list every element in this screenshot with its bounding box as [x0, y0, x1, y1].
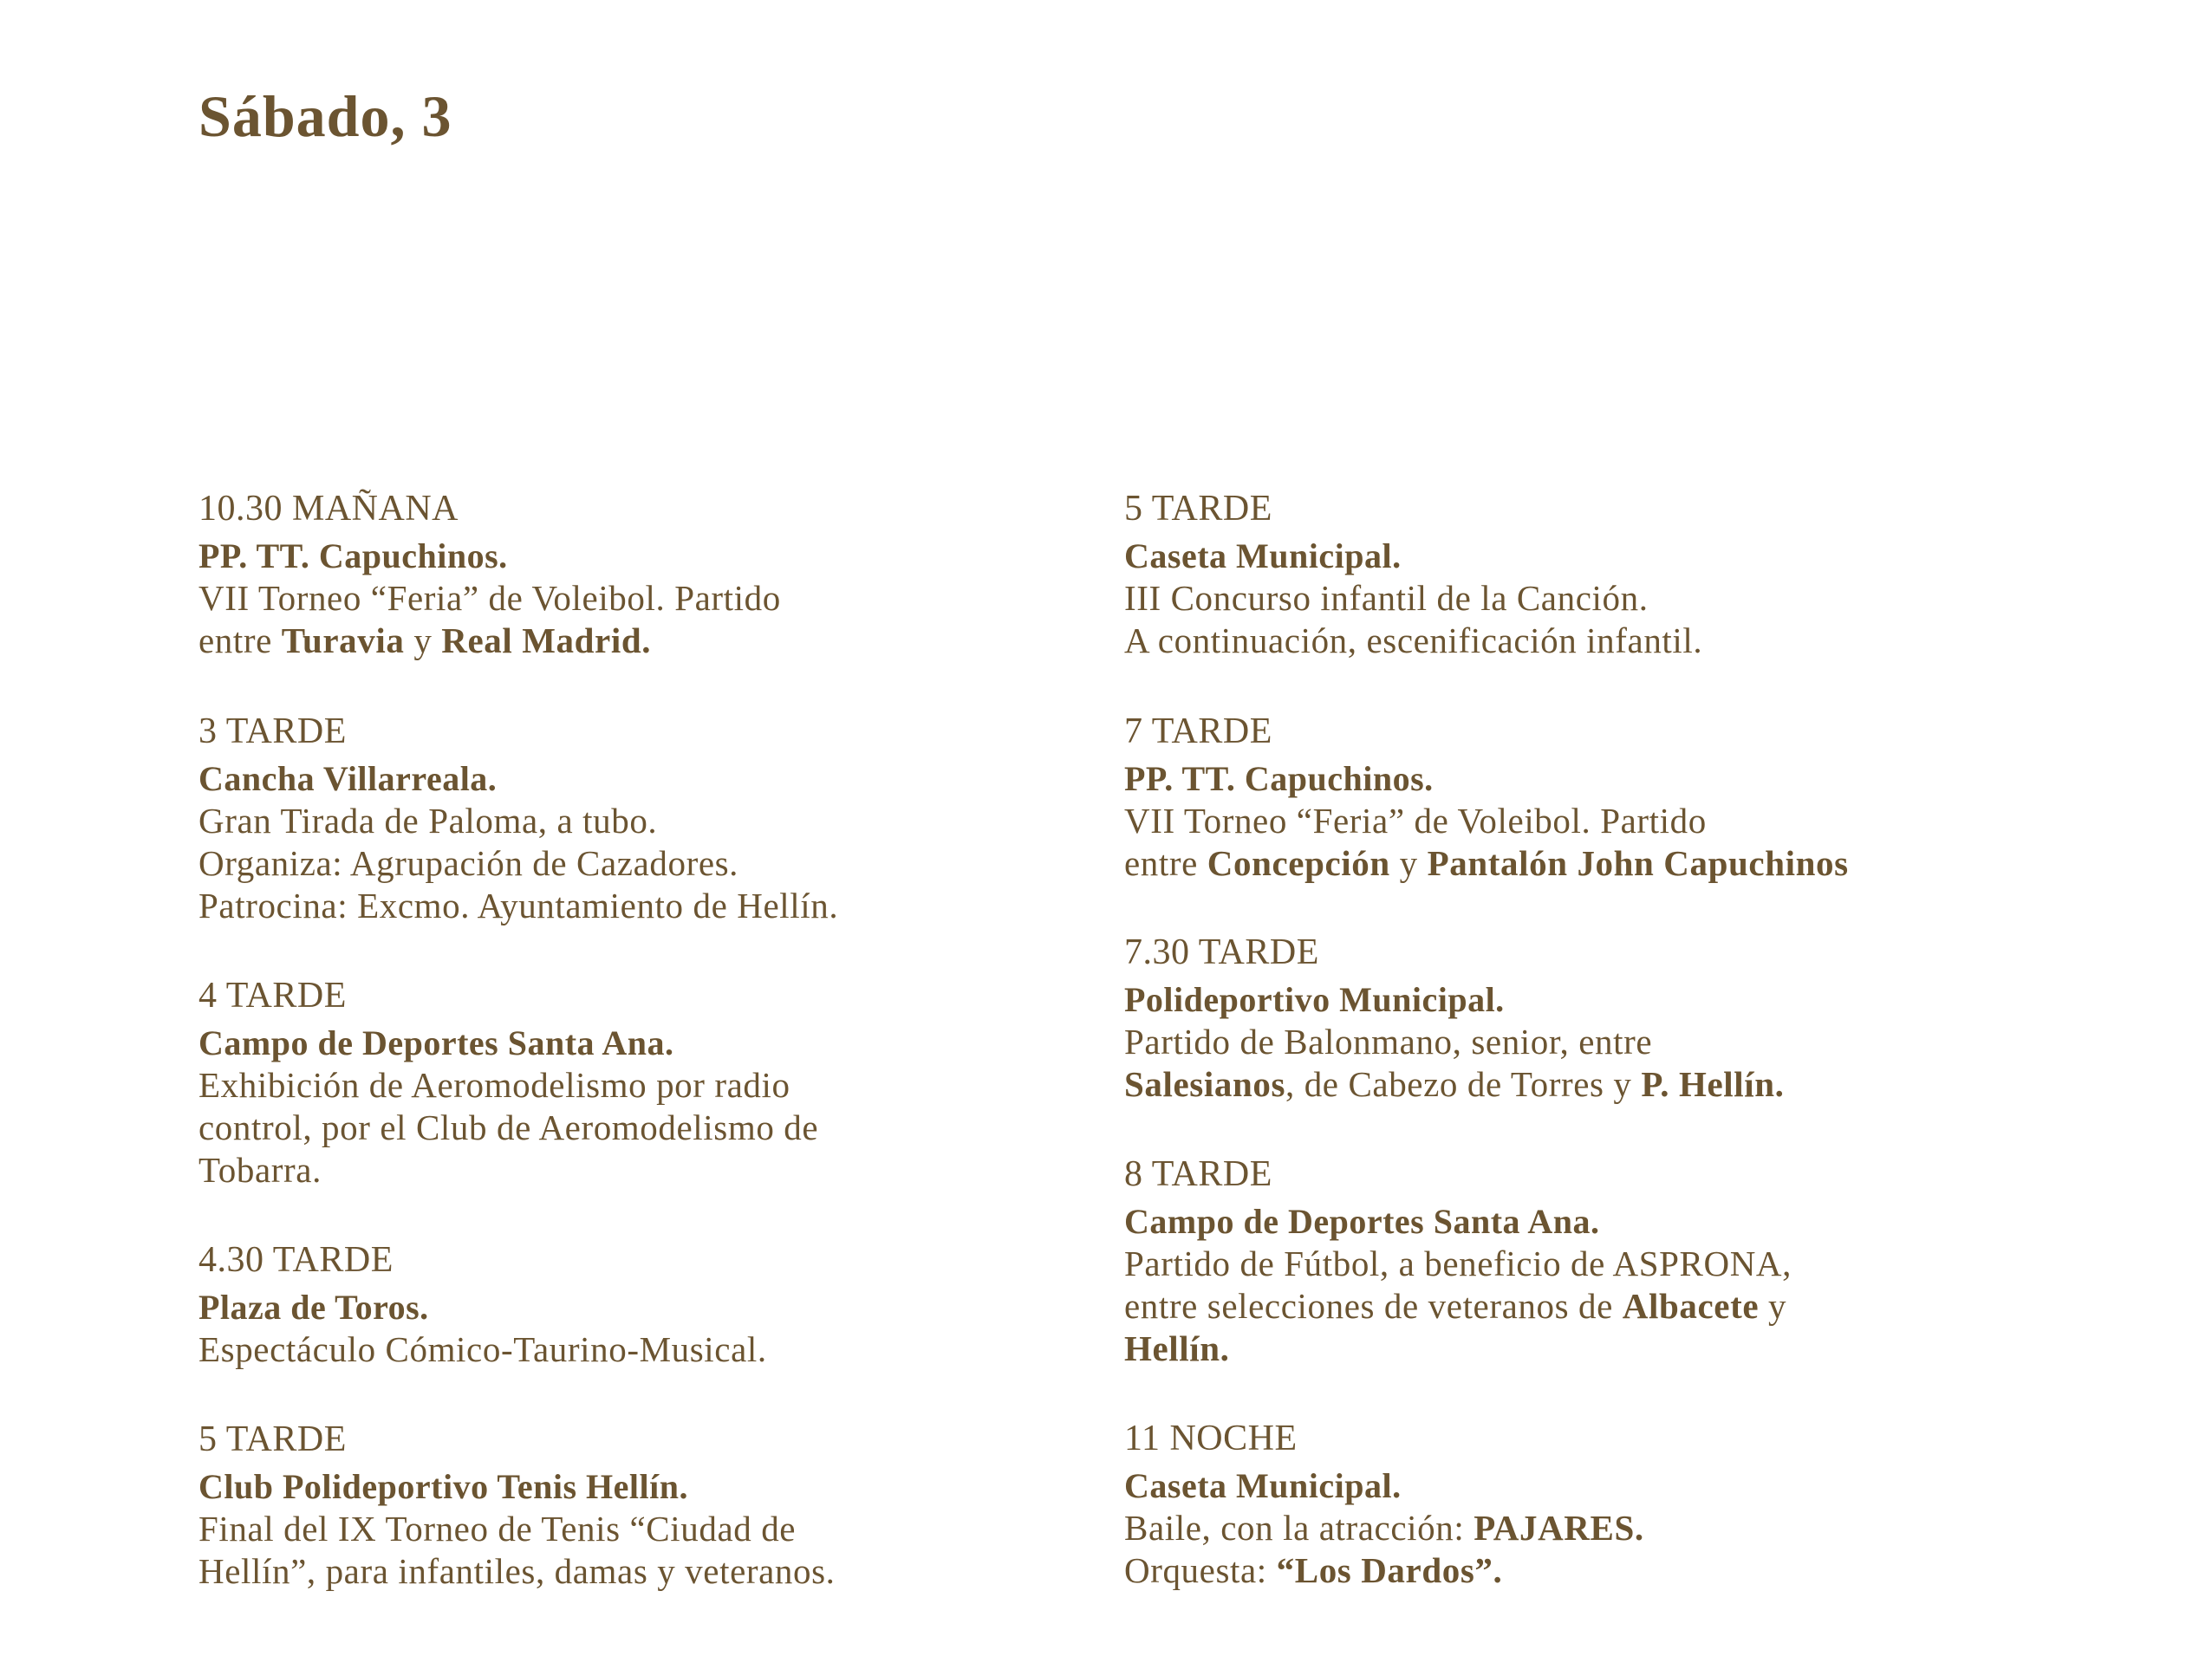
- page-title: Sábado, 3: [198, 83, 452, 149]
- event-description-line: [198, 1149, 1065, 1192]
- event-text: Gran Tirada de Paloma, a tubo.: [198, 801, 658, 841]
- event-text: y: [1389, 843, 1428, 883]
- event-text: Espectáculo Cómico-Taurino-Musical.: [198, 1329, 767, 1369]
- event-text: VII Torneo “Feria” de Voleibol. Partido: [1124, 801, 1707, 841]
- event-text: Hellín”, para infantiles, damas y veteranos.: [198, 1551, 836, 1591]
- event-text: Exhibición de Aeromodelismo por radio: [198, 1065, 790, 1105]
- event-description-line: [198, 800, 1065, 842]
- event-text: Orquesta:: [1124, 1550, 1277, 1590]
- event-text: y: [404, 620, 442, 660]
- schedule-event: [1124, 487, 1991, 662]
- event-description-line: [1124, 1507, 1991, 1549]
- event-venue: Campo de Deportes Santa Ana.: [198, 1023, 674, 1062]
- event-description-line: [198, 1107, 1065, 1149]
- event-highlight: Albacete: [1622, 1286, 1760, 1326]
- event-description-line: [198, 1328, 1065, 1371]
- event-description-line: [1124, 1021, 1991, 1063]
- event-description-line: [1124, 1063, 1991, 1106]
- event-description-line: [198, 1064, 1065, 1107]
- event-text: Final del IX Torneo de Tenis “Ciudad de: [198, 1509, 797, 1549]
- schedule-event: [198, 1418, 1065, 1593]
- event-description-line: [1124, 842, 1991, 885]
- event-venue: Cancha Villarreala.: [198, 759, 498, 798]
- schedule-event: [1124, 710, 1991, 885]
- event-description-line: [1124, 1328, 1991, 1370]
- event-time: 11 NOCHE: [1124, 1419, 1298, 1458]
- event-text: VII Torneo “Feria” de Voleibol. Partido: [198, 578, 781, 618]
- schedule-event: [1124, 1153, 1991, 1370]
- event-text: entre: [198, 620, 282, 660]
- event-highlight: P. Hellín.: [1641, 1064, 1785, 1104]
- event-text: , de Cabezo de Torres y: [1285, 1064, 1642, 1104]
- event-description-line: [198, 577, 1065, 620]
- event-text: III Concurso infantil de la Canción.: [1124, 578, 1649, 618]
- event-highlight: Concepción: [1207, 843, 1390, 883]
- event-text: Baile, con la atracción:: [1124, 1508, 1474, 1548]
- event-text: Partido de Balonmano, senior, entre: [1124, 1022, 1653, 1062]
- event-venue: Polideportivo Municipal.: [1124, 980, 1505, 1019]
- event-venue: PP. TT. Capuchinos.: [1124, 759, 1434, 798]
- event-highlight: PAJARES.: [1474, 1508, 1644, 1548]
- event-description-line: [198, 885, 1065, 927]
- event-time: 4 TARDE: [198, 976, 347, 1016]
- event-highlight: Hellín.: [1124, 1328, 1230, 1368]
- event-text: entre: [1124, 843, 1207, 883]
- event-text: Partido de Fútbol, a beneficio de ASPRONA,: [1124, 1244, 1792, 1283]
- event-time: 4.30 TARDE: [198, 1240, 394, 1280]
- schedule-event: [198, 710, 1065, 927]
- event-description-line: [198, 1508, 1065, 1550]
- event-time: 5 TARDE: [1124, 489, 1272, 529]
- event-highlight: Real Madrid.: [441, 620, 652, 660]
- schedule-event: [198, 487, 1065, 662]
- event-text: A continuación, escenificación infantil.: [1124, 620, 1703, 660]
- event-description-line: [1124, 1243, 1991, 1285]
- event-venue: Campo de Deportes Santa Ana.: [1124, 1202, 1600, 1241]
- event-description-line: [1124, 1285, 1991, 1328]
- event-highlight: “Los Dardos”.: [1276, 1550, 1503, 1590]
- event-time: 5 TARDE: [198, 1419, 347, 1459]
- event-description-line: [1124, 620, 1991, 662]
- event-description-line: [198, 620, 1065, 662]
- event-text: control, por el Club de Aeromodelismo de: [198, 1107, 819, 1147]
- event-highlight: Salesianos: [1124, 1064, 1285, 1104]
- schedule-event: [198, 1238, 1065, 1371]
- event-venue: Plaza de Toros.: [198, 1288, 429, 1327]
- schedule-event: [1124, 1417, 1991, 1592]
- event-time: 8 TARDE: [1124, 1154, 1272, 1194]
- event-time: 7.30 TARDE: [1124, 932, 1319, 972]
- event-highlight: Turavia: [281, 620, 405, 660]
- event-description-line: [1124, 1549, 1991, 1592]
- event-text: Tobarra.: [198, 1150, 322, 1190]
- event-time: 10.30 MAÑANA: [198, 489, 459, 529]
- event-text: Organiza: Agrupación de Cazadores.: [198, 843, 739, 883]
- event-highlight: Pantalón John Capuchinos: [1427, 843, 1849, 883]
- event-text: Patrocina: Excmo. Ayuntamiento de Hellín.: [198, 886, 839, 925]
- event-description-line: [1124, 577, 1991, 620]
- event-venue: Caseta Municipal.: [1124, 1466, 1402, 1505]
- event-description-line: [198, 842, 1065, 885]
- event-text: y: [1759, 1286, 1787, 1326]
- schedule-event: [1124, 931, 1991, 1106]
- event-text: entre selecciones de veteranos de: [1124, 1286, 1623, 1326]
- event-venue: PP. TT. Capuchinos.: [198, 536, 508, 575]
- event-description-line: [198, 1550, 1065, 1593]
- event-venue: Club Polideportivo Tenis Hellín.: [198, 1467, 689, 1506]
- event-time: 3 TARDE: [198, 711, 347, 751]
- event-time: 7 TARDE: [1124, 711, 1272, 751]
- event-venue: Caseta Municipal.: [1124, 536, 1402, 575]
- event-description-line: [1124, 800, 1991, 842]
- schedule-event: [198, 974, 1065, 1192]
